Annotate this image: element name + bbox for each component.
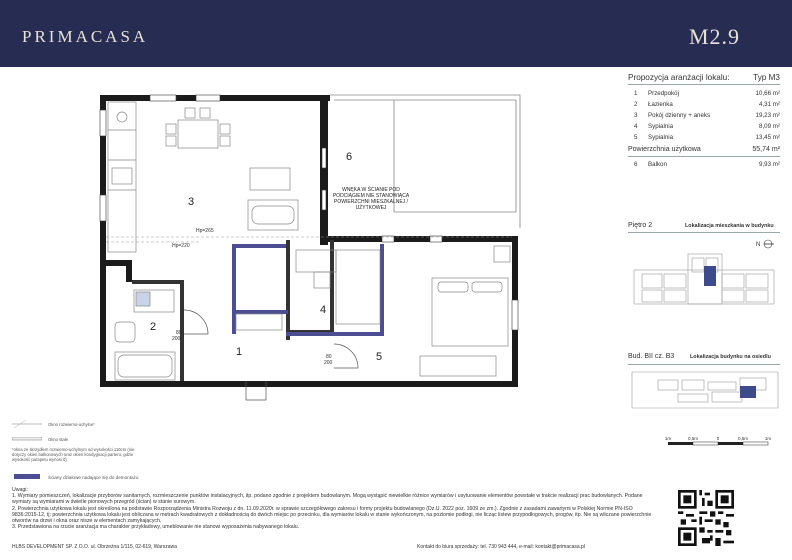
footer	[12, 544, 592, 550]
floor-heading: Piętro 2	[628, 222, 653, 229]
room-label-2: 2	[150, 321, 157, 333]
note-1: 1. Wymiary pomieszczeń, lokalizacje przyborów sanitarnych, rozmieszczenie punktów instalacyjnych, itp. podano zgodnie z projektem budowlanym. Mogą wystąpić niewielkie różnice wymiarów i usytuowanie elementów powstałe w trakcie realizacji prac budowlanych. Podane wymiary są wymiarami w świetle pionowych przegród (ścian) w stanie surowym.	[12, 493, 643, 506]
room-number: 3	[634, 112, 638, 119]
brand-logo: PRIMACASA	[22, 27, 149, 46]
total-divider	[628, 156, 780, 157]
scale-label-3: 0	[716, 436, 720, 441]
total-label: Powierzchnia użytkowa	[628, 146, 701, 153]
legend-item-1: Okno rozwierno-uchylne*	[48, 422, 95, 427]
building-highlight	[740, 386, 756, 398]
demountable-walls	[232, 244, 384, 336]
building-heading: Bud. BII cz. B3	[628, 353, 675, 360]
dining-set	[166, 108, 230, 148]
floor-plan	[0, 70, 612, 415]
legend-fixed-window-icon	[12, 437, 42, 441]
niche-note-4: UŻYTKOWEJ	[355, 205, 387, 211]
apartment-highlight	[704, 266, 716, 286]
floor-subheading: Lokalizacja mieszkania w budynku	[685, 223, 774, 229]
unit-number: M2.9	[688, 24, 740, 49]
scale-bar	[626, 434, 782, 454]
table-divider	[628, 84, 780, 85]
kitchen	[108, 102, 136, 252]
area-table	[628, 73, 780, 178]
height-label-1: Hp=265	[196, 228, 214, 234]
building-subheading: Lokalizacja budynku na osiedlu	[690, 354, 771, 360]
door-height-2: 200	[324, 360, 333, 366]
room-number: 6	[634, 161, 638, 168]
footer-contact: Kontakt do biura sprzedaży: tel. 730 943 444, e-mail: kontakt@primacasa.pl	[417, 544, 585, 550]
room-name: Balkon	[648, 161, 667, 168]
legend-note: *okna ze skrzydłem rozwierno-uchylnym od wysokości 110cm (nie dotyczy okien balkonowych oraz okien kondygnacji parteru, gdzie wysokość parapetu wynosi 0)	[12, 447, 135, 462]
door-width-2: 80	[326, 354, 332, 360]
notes-heading: Uwagi:	[12, 487, 28, 493]
legend-demountable-swatch	[14, 474, 40, 479]
scale-label-1: 1m	[664, 436, 672, 441]
floor-divider	[628, 232, 780, 233]
legend-window-icon	[12, 419, 42, 429]
note-3: 3. Przedstawiona na rzucie aranżacja ma charakter przykładowy, umeblowanie nie stanowi wyposażenia nabywanego lokalu.	[12, 524, 300, 531]
room-name: Pokój dzienny + aneks	[648, 112, 711, 119]
scale-label-4: 0,5m	[737, 436, 749, 441]
niche-note-1: WNĘKA W ŚCIANIE POD	[342, 187, 400, 193]
floor-location-map	[628, 236, 780, 326]
table-title: Propozycja aranżacji lokalu:	[628, 73, 730, 82]
building-divider	[628, 364, 780, 365]
footer-company: HLBS DEVELOPMENT SP. Z O.O. ul. Obrzeżna 1/115, 02-619, Warszawa	[12, 544, 177, 550]
room-label-4: 4	[320, 304, 327, 316]
room-number: 5	[634, 134, 638, 141]
room-name: Łazienka	[648, 101, 673, 108]
unit-type: Typ M3	[753, 73, 780, 82]
room-area: 19,23 m²	[755, 112, 780, 119]
scale-label-2: 0,5m	[687, 436, 699, 441]
legend-item-2: Okno stałe	[48, 437, 69, 442]
bedroom5-furniture	[420, 246, 510, 376]
room-row-5	[628, 134, 780, 146]
bedroom4-furniture	[236, 250, 380, 330]
header-bar	[0, 0, 792, 67]
room-number: 2	[634, 101, 638, 108]
outer-walls	[100, 95, 518, 387]
room-label-1: 1	[236, 346, 243, 358]
niche-note-2: PODCIĄGIEM NIE STANOWIĄCA	[332, 193, 410, 199]
room-number: 1	[634, 90, 638, 97]
scale-label-5: 1m	[764, 436, 772, 441]
room-label-6: 6	[346, 151, 353, 163]
notes	[12, 487, 652, 530]
room-area: 13,45 m²	[755, 134, 780, 141]
note-2: 2. Powierzchnia użytkowa lokalu jest określona na podstawie Rozporządzenia Ministra Rozwoju z dn. 11.09.2020r. w sprawie szczegółowego zakresu i formy projektu budowlanego (Dz.U. 2022 poz. 1609 ze zm.). Zgodnie z zasadami zawartymi w Polskiej Normie PN-ISO 9836:2015-12, tj: powierzchnia użytkowa lokalu jest obliczana w metrach kwadratowych z dokładnością do dwóch miejsc po przecinku, dla wymiarów lokalu w stanie wykończonym, na poziomie podłogi, nie licząc listew przypodłogowych, progów, itp. Nie są wliczane powierzchnie otworów na drzwi i okna oraz nisze w elementach zamykających.	[12, 505, 652, 525]
legend-walls: Ściany działowe nadające się do demontażu	[48, 475, 139, 480]
total-value: 55,74 m²	[752, 146, 780, 153]
height-label-2: Hp=220	[172, 243, 190, 249]
north-arrow	[756, 240, 774, 248]
room-name: Sypialnia	[648, 134, 674, 141]
building-location-map	[628, 368, 780, 412]
sofa	[248, 168, 298, 230]
room-label-3: 3	[188, 196, 195, 208]
room-area: 9,93 m²	[759, 161, 780, 168]
door-width-1: 80	[176, 330, 182, 336]
door-height-1: 200	[172, 336, 181, 342]
room-area: 8,09 m²	[759, 123, 780, 130]
north-label: N	[756, 242, 761, 248]
bathroom-fixtures	[115, 290, 175, 380]
balcony-row	[628, 161, 780, 173]
room-area: 4,31 m²	[759, 101, 780, 108]
room-name: Sypialnia	[648, 123, 674, 130]
windows	[100, 95, 518, 330]
room-number: 4	[634, 123, 638, 130]
room-label-5: 5	[376, 351, 383, 363]
room-name: Przedpokój	[648, 90, 679, 97]
room-area: 10,66 m²	[755, 90, 780, 97]
qr-code	[678, 490, 734, 546]
niche-note-3: POWIERZCHNI MIESZKALNEJ /	[334, 199, 408, 205]
